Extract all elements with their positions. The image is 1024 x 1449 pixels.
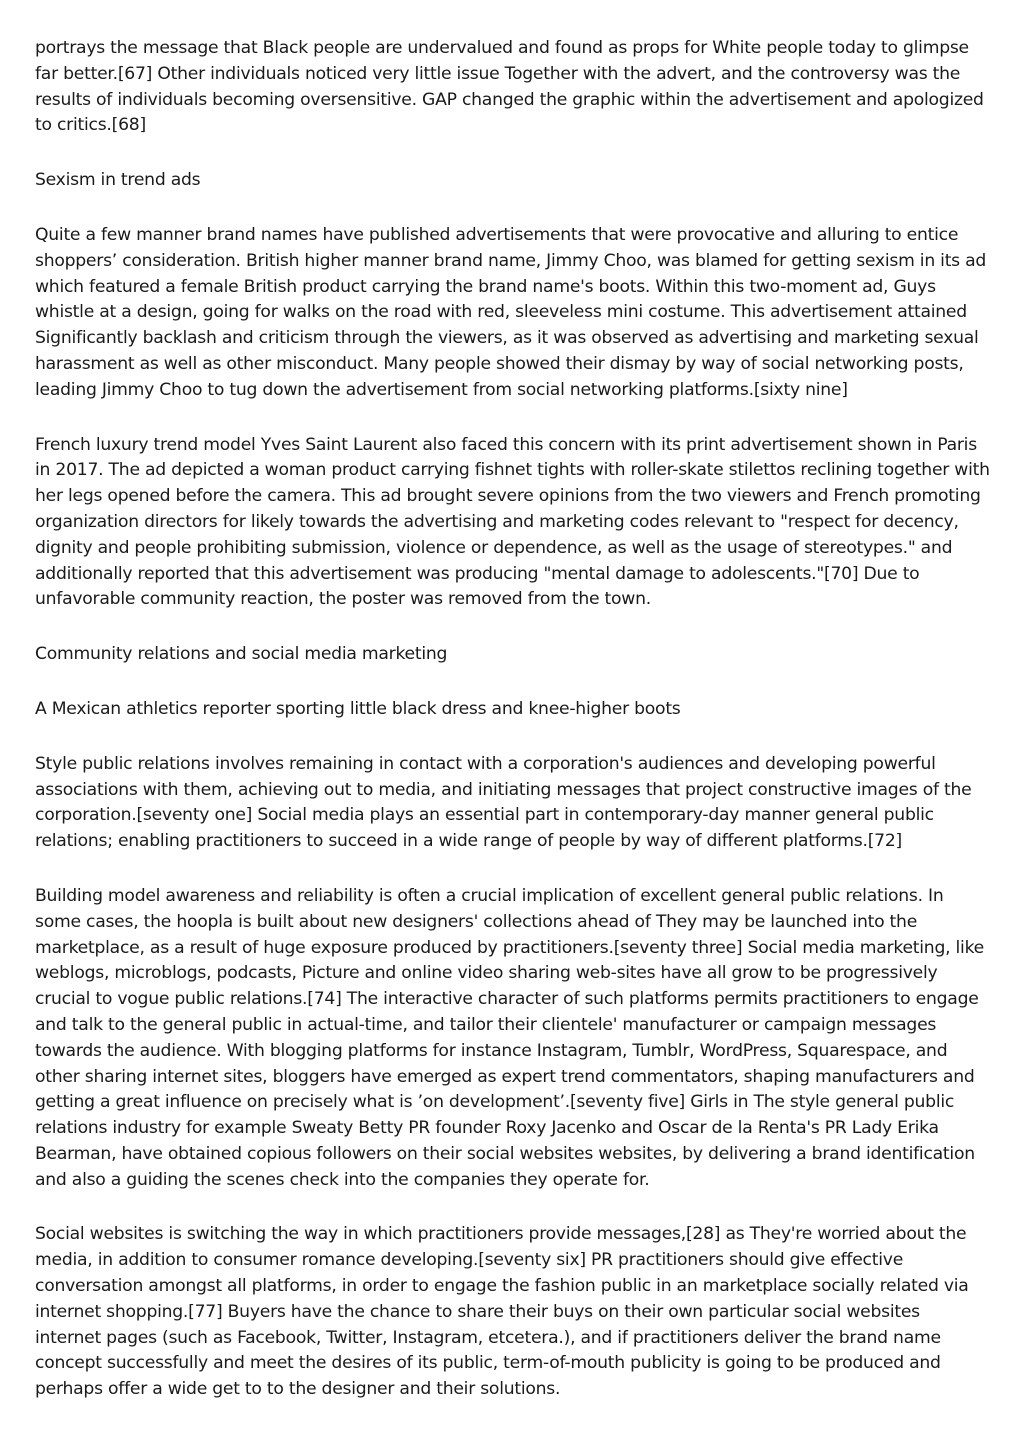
paragraph-social-websites: Social websites is switching the way in which practitioners provide messages,[28] as They're worried about the media, in addition to consumer romance developing.[seventy six] PR practitioners should give effective conversation amongst all platforms, in order to engage the fashion public in an marketplace socially related via internet shopping.[77] Buyers have the chance to share their buys on their own particular social websites internet pages (such as Facebook, Twitter, Instagram, etcetera.), and if practitioners deliver the brand name concept successfully and meet the desires of its public, term-of-mouth publicity is going to be produced and perhaps offer a wide get to to the designer and their solutions. [35,1224,969,1400]
paragraph-brand-awareness: Building model awareness and reliability is often a crucial implication of excellent general public relations. In some cases, the hoopla is built about new designers' collections ahead of They may be launched into the marketplace, as a result of huge exposure produced by practitioners.[seventy three] Social media marketing, like weblogs, microblogs, podcasts, Picture and online video sharing web-sites have all grow to be progressively crucial to vogue public relations.[74] The interactive character of such platforms permits practitioners to engage and talk to the general public in actual-time, and tailor their clientele' manufacturer or campaign messages towards the audience. With blogging platforms for instance Instagram, Tumblr, WordPress, Squarespace, and other sharing internet sites, bloggers have emerged as expert trend commentators, shaping manufacturers and getting a great influence on precisely what is ’on development’.[seventy five] Girls in The style general public relations industry for example Sweaty Betty PR founder Roxy Jacenko and Oscar de la Renta's PR Lady Erika Bearman, have obtained copious followers on their social websites websites, by delivering a brand identification and also a guiding the scenes check into the companies they operate for. [35,885,984,1190]
paragraph-ysl: French luxury trend model Yves Saint Laurent also faced this concern with its print advertisement shown in Paris in 2017. The ad depicted a woman product carrying fishnet tights with roller-skate stilettos reclining together with her legs opened before the camera. This ad brought severe opinions from the two viewers and French promoting organization directors for likely towards the advertising and marketing codes relevant to "respect for decency, dignity and people prohibiting submission, violence or dependence, as well as the usage of stereotypes." and additionally reported that this advertisement was producing "mental damage to adolescents."[70] Due to unfavorable community reaction, the poster was removed from the town. [35,434,990,610]
paragraph-jimmy-choo: Quite a few manner brand names have published advertisements that were provocative and alluring to entice shoppers’ consideration. British higher manner brand name, Jimmy Choo, was blamed for getting sexism in its ad which featured a female British product carrying the brand name's boots. Within this two-moment ad, Guys whistle at a design, going for walks on the road with red, sleeveless mini costume. This advertisement attained Significantly backlash and criticism through the viewers, as it was observed as advertising and marketing sexual harassment as well as other misconduct. Many people showed their dismay by way of social networking posts, leading Jimmy Choo to tug down the advertisement from social networking platforms.[sixty nine] [35,224,987,400]
section-heading-sexism: Sexism in trend ads [35,170,201,191]
document-body [35,36,991,1432]
paragraph-gap-ad-continuation: portrays the message that Black people are undervalued and found as props for White people today to glimpse far better.[67] Other individuals noticed very little issue Together with the advert, and the controversy was the results of individuals becoming oversensitive. GAP changed the graphic within the advertisement and apologized to critics.[68] [35,38,984,136]
image-caption: A Mexican athletics reporter sporting little black dress and knee-higher boots [35,698,681,719]
paragraph-style-pr: Style public relations involves remaining in contact with a corporation's audiences and developing powerful associations with them, achieving out to media, and initiating messages that project constructive images of the corporation.[seventy one] Social media plays an essential part in contemporary-day manner general public relations; enabling practitioners to succeed in a wide range of people by way of different platforms.[72] [35,753,972,852]
section-heading-community-relations: Community relations and social media marketing [35,644,448,665]
